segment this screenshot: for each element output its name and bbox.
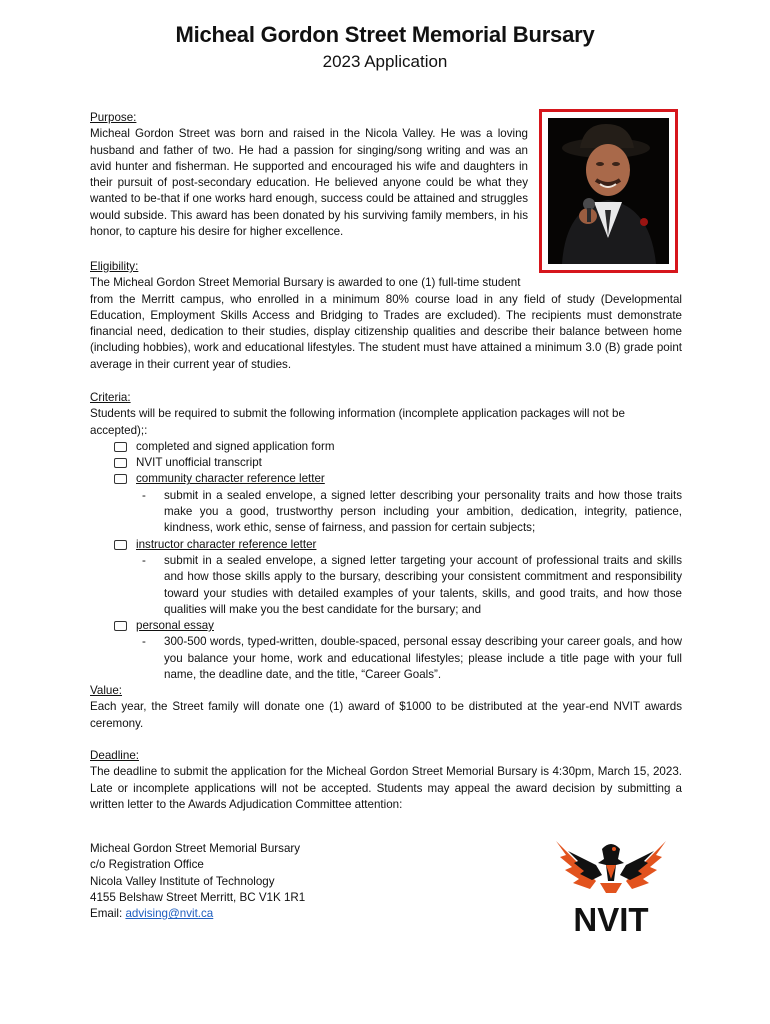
criteria-item-label: personal essay bbox=[136, 619, 214, 633]
criteria-item bbox=[90, 455, 682, 471]
deadline-heading: Deadline: bbox=[90, 749, 139, 762]
criteria-item-label: NVIT unofficial transcript bbox=[136, 456, 262, 470]
criteria-item bbox=[90, 471, 682, 487]
criteria-item-detail bbox=[90, 553, 682, 618]
purpose-text: Micheal Gordon Street was born and raised in the Nicola Valley. He was a loving husband and father of two. He had a passion for singing/song writing and was an avid hunter and fisherman. He supported and encouraged his wife and daughters in their pursuit of post-secondary education. He believed anyone could be what they wanted to be-that if one works hard enough, success could be attained and struggles would subside. This award has been donated by his surviving family members, in his honor, to capture his desire for higher excellence. bbox=[90, 127, 528, 239]
checkbox-icon bbox=[114, 442, 127, 452]
mailing-address bbox=[90, 841, 490, 922]
checkbox-icon bbox=[114, 474, 127, 484]
address-line: 4155 Belshaw Street Merritt, BC V1K 1R1 bbox=[90, 890, 306, 904]
dash-bullet: - bbox=[142, 488, 146, 502]
criteria-item-detail bbox=[90, 634, 682, 683]
deadline-text: The deadline to submit the application for the Micheal Gordon Street Memorial Bursary is 4:30pm, March 15, 2023. Late or incomplete applications will not be accepted. Students may appeal the award decision by submitting a written letter to the Awards Adjudication Committee attention: bbox=[90, 765, 682, 811]
criteria-detail-text: submit in a sealed envelope, a signed letter targeting your account of professional traits and skills and how those skills apply to the bursary, describing your consistent commitment and responsibility toward your studies with detailed examples of your talents, skills, and good traits, and how those qualities will make you the best candidate for the bursary; and bbox=[164, 553, 682, 616]
criteria-detail-text: submit in a sealed envelope, a signed letter describing your personality traits and how those traits make you a good, trustworthy person including your ambition, dedication, integrity, patience, kindness, work ethic, sense of fairness, and passion for certain subjects; bbox=[164, 488, 682, 535]
purpose-heading: Purpose: bbox=[90, 111, 137, 124]
eagle-logo-icon bbox=[552, 835, 670, 935]
checkbox-icon bbox=[114, 458, 127, 468]
page-subtitle: 2023 Application bbox=[322, 52, 448, 71]
email-link[interactable]: advising@nvit.ca bbox=[125, 907, 214, 921]
criteria-item-label: community character reference letter bbox=[136, 472, 325, 486]
dash-bullet: - bbox=[142, 553, 146, 567]
criteria-intro: Students will be required to submit the following information (incomplete application packages will not be accepted);: bbox=[90, 407, 625, 437]
criteria-item-label: instructor character reference letter bbox=[136, 537, 317, 551]
deadline-section bbox=[90, 748, 682, 813]
memorial-portrait-photo bbox=[539, 109, 678, 273]
value-section bbox=[90, 683, 682, 732]
checkbox-icon bbox=[114, 621, 127, 631]
purpose-section bbox=[90, 110, 528, 240]
portrait-image bbox=[548, 118, 669, 264]
address-line: c/o Registration Office bbox=[90, 858, 204, 872]
email-line bbox=[90, 906, 490, 922]
eligibility-heading: Eligibility: bbox=[90, 260, 139, 273]
value-heading: Value: bbox=[90, 684, 123, 697]
criteria-section bbox=[90, 390, 682, 683]
address-line: Micheal Gordon Street Memorial Bursary bbox=[90, 842, 301, 855]
value-text: Each year, the Street family will donate one (1) award of $1000 to be distributed at the year-end NVIT awards ceremony. bbox=[90, 700, 682, 730]
email-label: Email: bbox=[90, 907, 126, 921]
eligibility-text: from the Merritt campus, who enrolled in a minimum 80% course load in any field of study (Developmental Education, Employment Skills Access and Bridging to Trades are excluded). The recipients must demonstrate financial need, dedication to their studies, display citizenship qualities and describe their balance between home (including hobbies), work and educational lifestyles. The student must have attained a minimum 3.0 (B) grade point average in their current year of studies. bbox=[90, 292, 682, 371]
checkbox-icon bbox=[114, 540, 127, 550]
address-line: Nicola Valley Institute of Technology bbox=[90, 874, 275, 888]
page-title: Micheal Gordon Street Memorial Bursary bbox=[175, 22, 595, 47]
criteria-item bbox=[90, 618, 682, 634]
criteria-item bbox=[90, 439, 682, 455]
nvit-logo-text: NVIT bbox=[573, 901, 649, 935]
criteria-detail-text: 300-500 words, typed-written, double-spaced, personal essay describing your career goals, and how you balance your home, work and educational lifestyles; please include a title page with your full name, the deadline date, and the title, “Career Goals”. bbox=[164, 635, 682, 682]
dash-bullet: - bbox=[142, 635, 146, 649]
criteria-item-detail bbox=[90, 488, 682, 537]
eligibility-line1: The Micheal Gordon Street Memorial Bursary is awarded to one (1) full-time student bbox=[90, 276, 521, 290]
nvit-logo bbox=[552, 835, 670, 935]
criteria-item-label: completed and signed application form bbox=[136, 439, 335, 453]
criteria-item bbox=[90, 537, 682, 553]
eligibility-section bbox=[90, 259, 682, 373]
criteria-heading: Criteria: bbox=[90, 391, 131, 404]
